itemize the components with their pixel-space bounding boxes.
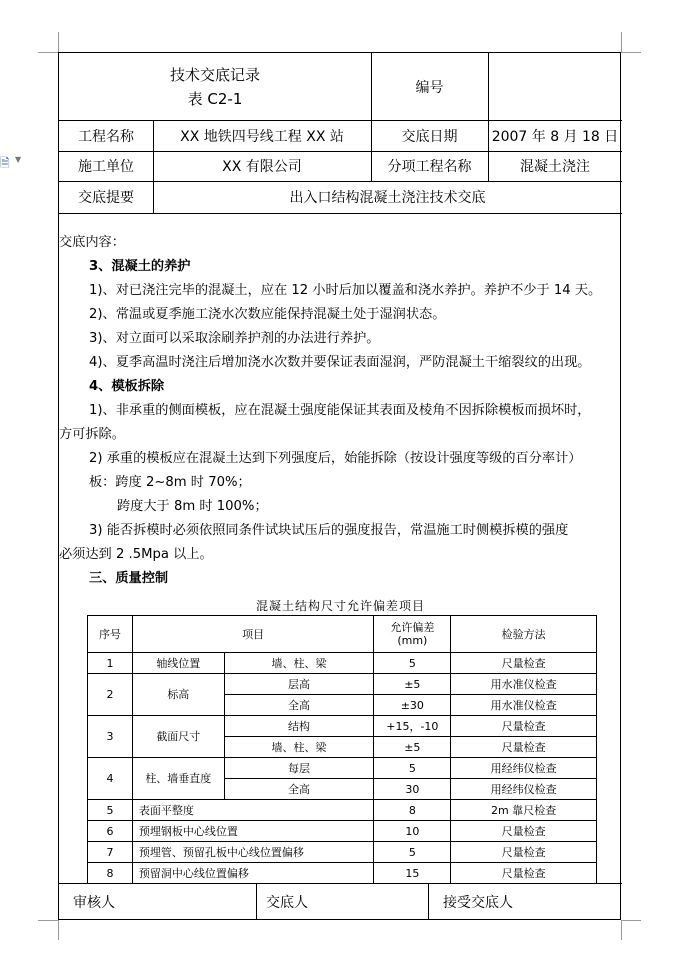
row-no: 7 [88, 842, 133, 863]
row-sub-item: 每层 [224, 758, 374, 779]
row-no: 4 [88, 758, 133, 800]
row-no: 3 [88, 716, 133, 758]
row-item: 预埋钢板中心线位置 [132, 821, 373, 842]
row-no: 1 [88, 653, 133, 674]
row-tolerance: 5 [374, 842, 451, 863]
project-name-value[interactable]: XX 地铁四号线工程 XX 站 [180, 128, 344, 145]
summary-value[interactable]: 出入口结构混凝土浇注技术交底 [289, 190, 486, 206]
receiver-value[interactable] [528, 883, 622, 920]
section-3-item: 2)、常温或夏季施工浇水次数应能保持混凝土处于湿润状态。 [89, 307, 446, 322]
row-method: 尺量检查 [451, 821, 597, 842]
row-tolerance: ±5 [374, 737, 451, 758]
reviewer-value[interactable] [129, 883, 256, 920]
section-4-paragraph: 跨度大于 8m 时 100%； [117, 499, 268, 514]
crop-mark [621, 920, 622, 940]
row-sub-item: 墙、柱、梁 [224, 653, 374, 674]
row-sub-item: 全高 [224, 779, 374, 800]
row-tolerance: 5 [374, 758, 451, 779]
row-item: 表面平整度 [132, 800, 373, 821]
row-item: 截面尺寸 [132, 716, 224, 758]
section-4-paragraph: 1)、非承重的侧面模板，应在混凝土强度能保证其表面及棱角不因拆除模板而损坏时， [89, 403, 591, 418]
crop-mark [38, 920, 58, 921]
document-icon[interactable]: 🗎 [0, 156, 10, 170]
technical-disclosure-form [58, 52, 621, 920]
row-method: 尺量检查 [451, 863, 597, 884]
section-3-title: 3、混凝土的养护 [89, 259, 191, 274]
row-no: 2 [88, 674, 133, 716]
discloser-label: 交底人 [266, 894, 308, 911]
row-tolerance: ±5 [374, 674, 451, 695]
section-3-item: 3)、对立面可以采取涂刷养护剂的办法进行养护。 [89, 331, 380, 346]
number-value[interactable] [488, 53, 622, 120]
row-item: 标高 [132, 674, 224, 716]
row-sub-item: 全高 [224, 695, 374, 716]
section-4-paragraph: 板：跨度 2~8m 时 70%； [89, 475, 251, 490]
header-tolerance-line1: 允许偏差 [390, 621, 435, 634]
sub-project-value[interactable]: 混凝土浇注 [520, 159, 590, 175]
header-item: 项目 [132, 616, 373, 653]
row-tolerance: 5 [374, 653, 451, 674]
section-4-paragraph: 方可拆除。 [59, 427, 125, 442]
row-method: 尺量检查 [451, 842, 597, 863]
header-tolerance-line2: (mm) [397, 634, 428, 647]
table-row [88, 800, 597, 821]
sub-project-label: 分项工程名称 [387, 159, 472, 175]
table-row [88, 758, 597, 779]
row-method: 尺量检查 [451, 716, 597, 737]
disclosure-date-value[interactable]: 2007 年 8 月 18 日 [491, 128, 619, 145]
row-no: 5 [88, 800, 133, 821]
row-tolerance: 15 [374, 863, 451, 884]
row-item: 预留洞中心线位置偏移 [132, 863, 373, 884]
row-method: 用水准仪检查 [451, 674, 597, 695]
row-method: 用水准仪检查 [451, 695, 597, 716]
header-method: 检验方法 [451, 616, 597, 653]
quality-control-title: 三、质量控制 [89, 571, 169, 586]
table-row [88, 716, 597, 737]
table-row [88, 821, 597, 842]
row-item: 轴线位置 [132, 653, 224, 674]
section-4-title: 4、模板拆除 [89, 379, 165, 394]
crop-mark [38, 52, 58, 53]
row-method: 尺量检查 [451, 737, 597, 758]
crop-mark [621, 32, 622, 52]
table-row [88, 674, 597, 695]
row-item: 柱、墙垂直度 [132, 758, 224, 800]
row-tolerance: +15，-10 [374, 716, 451, 737]
summary-label: 交底提要 [78, 190, 134, 206]
crop-mark [58, 32, 59, 52]
section-4-paragraph: 3) 能否拆模时必须依照同条件试块试压后的强度报告，常温施工时侧模拆模的强度 [89, 523, 569, 538]
reviewer-label: 审核人 [73, 894, 115, 911]
receiver-label: 接受交底人 [443, 894, 513, 911]
tolerance-table [87, 615, 597, 884]
crop-mark [58, 920, 59, 940]
header-no: 序号 [88, 616, 133, 653]
section-4-paragraph: 必须达到 2 .5Mpa 以上。 [59, 547, 213, 562]
section-4-paragraph: 2) 承重的模板应在混凝土达到下列强度后，始能拆除（按设计强度等级的百分率计） [89, 451, 582, 466]
crop-mark [621, 920, 641, 921]
project-name-label: 工程名称 [78, 128, 134, 145]
disclosure-date-label: 交底日期 [401, 128, 458, 145]
form-code: 表 C2-1 [187, 89, 243, 108]
section-3-item: 4)、夏季高温时浇注后增加浇水次数并要保证表面湿润，严防混凝土干缩裂纹的出现。 [89, 355, 591, 370]
content-intro: 交底内容： [59, 235, 125, 250]
table-row [88, 863, 597, 884]
construction-unit-value[interactable]: XX 有限公司 [222, 159, 302, 175]
table-row [88, 842, 597, 863]
dropdown-arrow-icon[interactable]: ▼ [15, 155, 22, 164]
disclosure-content [59, 231, 622, 591]
discloser-value[interactable] [318, 883, 428, 920]
section-3-item: 1)、对已浇注完毕的混凝土，应在 12 小时后加以覆盖和浇水养护。养护不少于 14 天。 [89, 283, 602, 298]
row-item: 预埋管、预留孔板中心线位置偏移 [132, 842, 373, 863]
row-tolerance: 30 [374, 779, 451, 800]
table-row [88, 653, 597, 674]
row-method: 用经纬仪检查 [451, 779, 597, 800]
row-sub-item: 墙、柱、梁 [224, 737, 374, 758]
crop-mark [621, 52, 641, 53]
row-method: 用经纬仪检查 [451, 758, 597, 779]
construction-unit-label: 施工单位 [78, 159, 134, 175]
row-tolerance: 10 [374, 821, 451, 842]
form-title-main: 技术交底记录 [169, 65, 260, 84]
form-title [59, 53, 371, 120]
row-sub-item: 结构 [224, 716, 374, 737]
row-tolerance: 8 [374, 800, 451, 821]
row-method: 尺量检查 [451, 653, 597, 674]
row-sub-item: 层高 [224, 674, 374, 695]
row-method: 2m 靠尺检查 [451, 800, 597, 821]
header-tolerance [374, 616, 451, 653]
row-no: 8 [88, 863, 133, 884]
row-tolerance: ±30 [374, 695, 451, 716]
number-label: 编号 [415, 79, 444, 96]
table-header-row [88, 616, 597, 653]
table-caption: 混凝土结构尺寸允许偏差项目 [255, 599, 425, 613]
row-no: 6 [88, 821, 133, 842]
